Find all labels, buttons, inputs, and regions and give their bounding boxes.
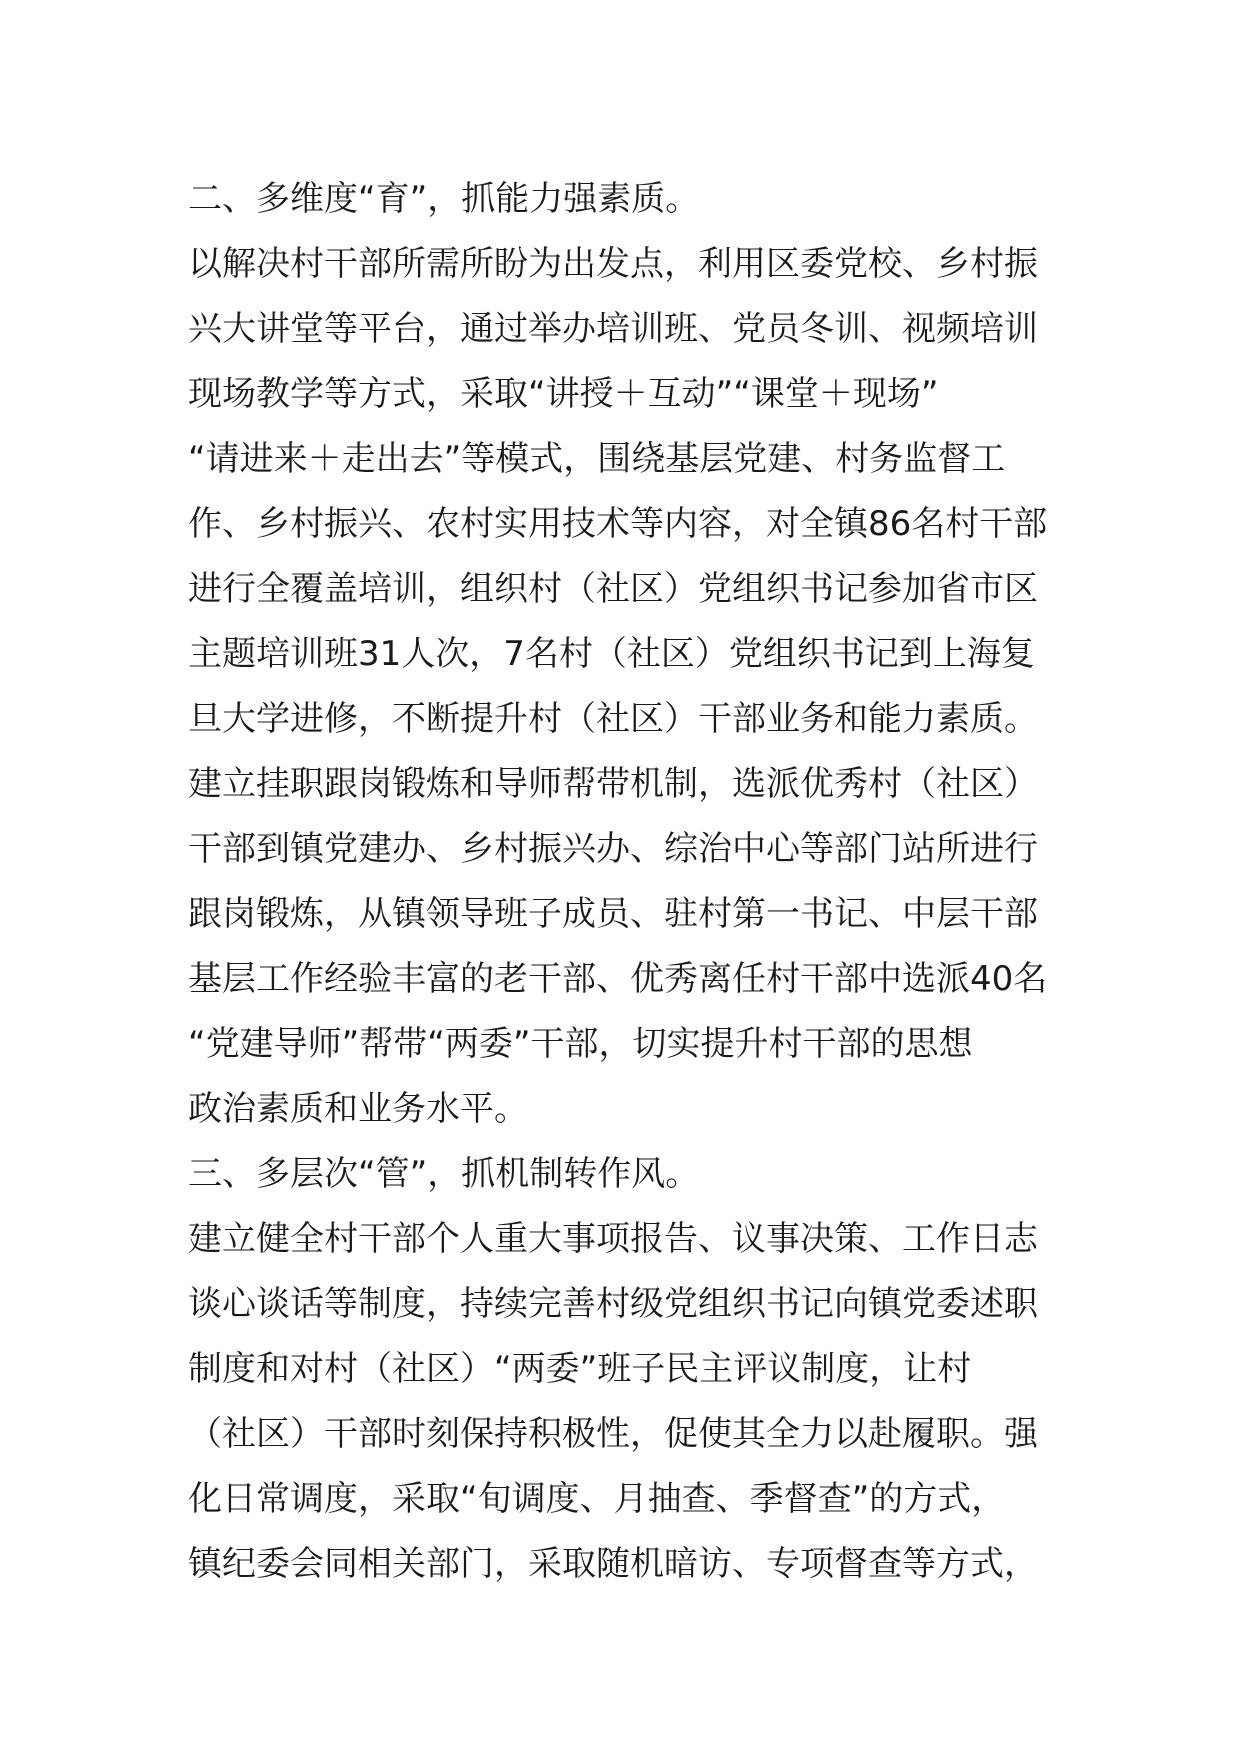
section-heading-two: 二、多维度“育”，抓能力强素质。 — [188, 179, 700, 219]
text-line: 政治素质和业务水平。 — [188, 1089, 528, 1129]
text-line: 化日常调度，采取“旬调度、月抽查、季督查”的方式， — [188, 1479, 1006, 1519]
text-line: 旦大学进修，不断提升村（社区）干部业务和能力素质。 — [188, 699, 1038, 739]
text-line: 谈心谈话等制度，持续完善村级党组织书记向镇党委述职 — [188, 1284, 1038, 1324]
text-line: 建立健全村干部个人重大事项报告、议事决策、工作日志 — [188, 1219, 1038, 1259]
text-line: 作、乡村振兴、农村实用技术等内容，对全镇86名村干部 — [188, 504, 1048, 544]
text-line: 镇纪委会同相关部门，采取随机暗访、专项督查等方式， — [188, 1544, 1038, 1584]
text-line: 主题培训班31人次，7名村（社区）党组织书记到上海复 — [188, 634, 1035, 674]
text-line: （社区）干部时刻保持积极性，促使其全力以赴履职。强 — [188, 1414, 1038, 1454]
text-line: “党建导师”帮带“两委”干部，切实提升村干部的思想 — [188, 1024, 973, 1064]
text-line: 进行全覆盖培训，组织村（社区）党组织书记参加省市区 — [188, 569, 1038, 609]
text-line: 以解决村干部所需所盼为出发点，利用区委党校、乡村振 — [188, 244, 1038, 284]
section-heading-three: 三、多层次“管”，抓机制转作风。 — [188, 1154, 700, 1194]
body-text — [188, 167, 1066, 1597]
text-line: 兴大讲堂等平台，通过举办培训班、党员冬训、视频培训 — [188, 309, 1038, 349]
text-line: 跟岗锻炼，从镇领导班子成员、驻村第一书记、中层干部 — [188, 894, 1038, 934]
text-line: 干部到镇党建办、乡村振兴办、综治中心等部门站所进行 — [188, 829, 1038, 869]
text-line: 制度和对村（社区）“两委”班子民主评议制度，让村 — [188, 1349, 972, 1389]
text-line: “请进来＋走出去”等模式，围绕基层党建、村务监督工 — [188, 439, 1006, 479]
text-line: 现场教学等方式，采取“讲授＋互动”“课堂＋现场” — [188, 374, 939, 414]
text-line: 基层工作经验丰富的老干部、优秀离任村干部中选派40名 — [188, 959, 1048, 999]
text-line: 建立挂职跟岗锻炼和导师帮带机制，选派优秀村（社区） — [188, 764, 1038, 804]
